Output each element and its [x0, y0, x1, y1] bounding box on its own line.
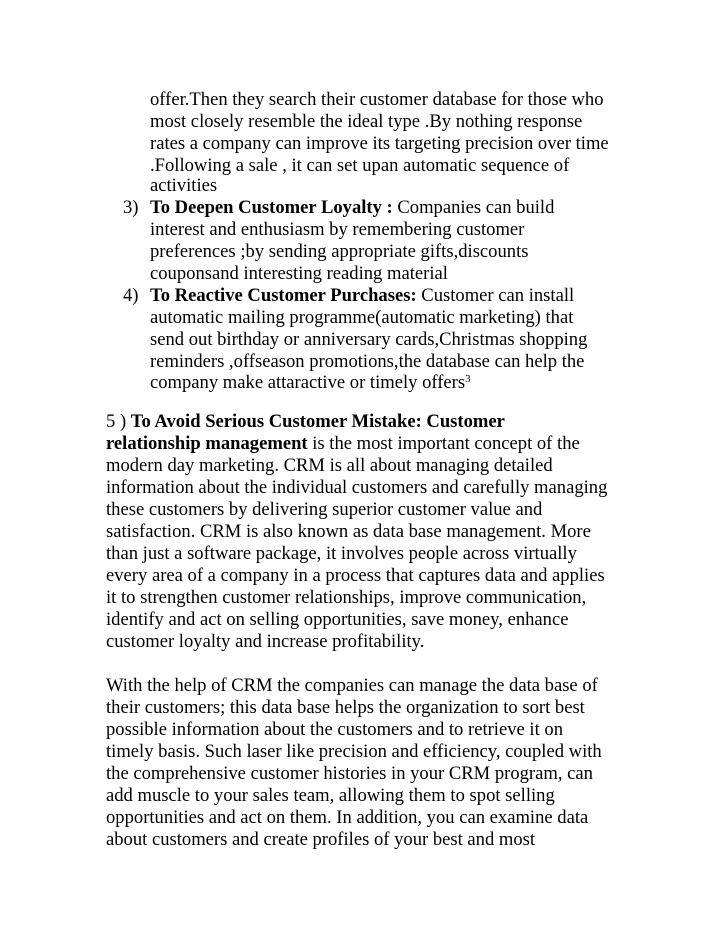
- continuation-line: rates a company can improve its targeting precision over time: [150, 133, 609, 154]
- paragraph-line: With the help of CRM the companies can manage the data base of: [106, 675, 598, 696]
- crm-term: relationship management: [106, 433, 308, 454]
- section-5-line: these customers by delivering superior customer value and: [106, 499, 543, 520]
- list-item-4-line: company make attaractive or timely offers: [150, 372, 466, 393]
- paragraph-line: the comprehensive customer histories in your CRM program, can: [106, 763, 593, 784]
- list-item-4-first-line: [150, 285, 574, 307]
- paragraph-line: opportunities and act on them. In addition, you can examine data: [106, 807, 589, 828]
- list-item-4-line: reminders ,offseason promotions,the database can help the: [150, 351, 585, 372]
- list-item-4-line: automatic mailing programme(automatic marketing) that: [150, 307, 574, 328]
- section-5-number: 5 ): [106, 411, 131, 432]
- continuation-line: .Following a sale , it can set upan automatic sequence of: [150, 155, 570, 176]
- list-number-3: 3): [123, 197, 139, 218]
- list-item-3-text: Companies can build: [392, 197, 555, 218]
- list-item-3-line: preferences ;by sending appropriate gifts,discounts: [150, 241, 529, 262]
- list-item-4-last-line: [150, 372, 471, 396]
- continuation-line: offer.Then they search their customer database for those who: [150, 89, 604, 110]
- section-5-text: is the most important concept of the: [307, 433, 580, 454]
- section-5-line: than just a software package, it involves people across virtually: [106, 543, 577, 564]
- section-5-line: every area of a company in a process that captures data and applies: [106, 565, 605, 586]
- section-5-line: information about the individual customers and carefully managing: [106, 477, 608, 498]
- list-item-3-line: couponsand interesting reading material: [150, 263, 448, 284]
- list-item-3-first-line: [150, 197, 554, 219]
- paragraph-line: their customers; this data base helps the organization to sort best: [106, 697, 585, 718]
- continuation-line: activities: [150, 175, 218, 196]
- list-item-4-line: send out birthday or anniversary cards,Christmas shopping: [150, 329, 588, 350]
- section-5-heading-line: [106, 411, 505, 433]
- footnote-reference: 3: [465, 373, 471, 385]
- list-item-3-line: interest and enthusiasm by remembering customer: [150, 219, 525, 240]
- paragraph-line: about customers and create profiles of your best and most: [106, 829, 536, 850]
- section-5-line: satisfaction. CRM is also known as data base management. More: [106, 521, 591, 542]
- section-5-line: customer loyalty and increase profitability.: [106, 631, 425, 652]
- list-item-4-heading: To Reactive Customer Purchases:: [150, 285, 417, 306]
- paragraph-line: add muscle to your sales team, allowing them to spot selling: [106, 785, 555, 806]
- section-5-line: [106, 433, 580, 455]
- section-5-line: it to strengthen customer relationships, improve communication,: [106, 587, 587, 608]
- list-item-3-heading: To Deepen Customer Loyalty :: [150, 197, 393, 218]
- section-5-heading: To Avoid Serious Customer Mistake: Customer: [130, 411, 505, 432]
- section-5-line: modern day marketing. CRM is all about managing detailed: [106, 455, 553, 476]
- section-5-line: identify and act on selling opportunities, save money, enhance: [106, 609, 569, 630]
- paragraph-line: possible information about the customers and to retrieve it on: [106, 719, 563, 740]
- continuation-line: most closely resemble the ideal type .By nothing response: [150, 111, 583, 132]
- list-number-4: 4): [123, 285, 139, 306]
- paragraph-line: timely basis. Such laser like precision and efficiency, coupled with: [106, 741, 602, 762]
- list-item-4-text: Customer can install: [416, 285, 575, 306]
